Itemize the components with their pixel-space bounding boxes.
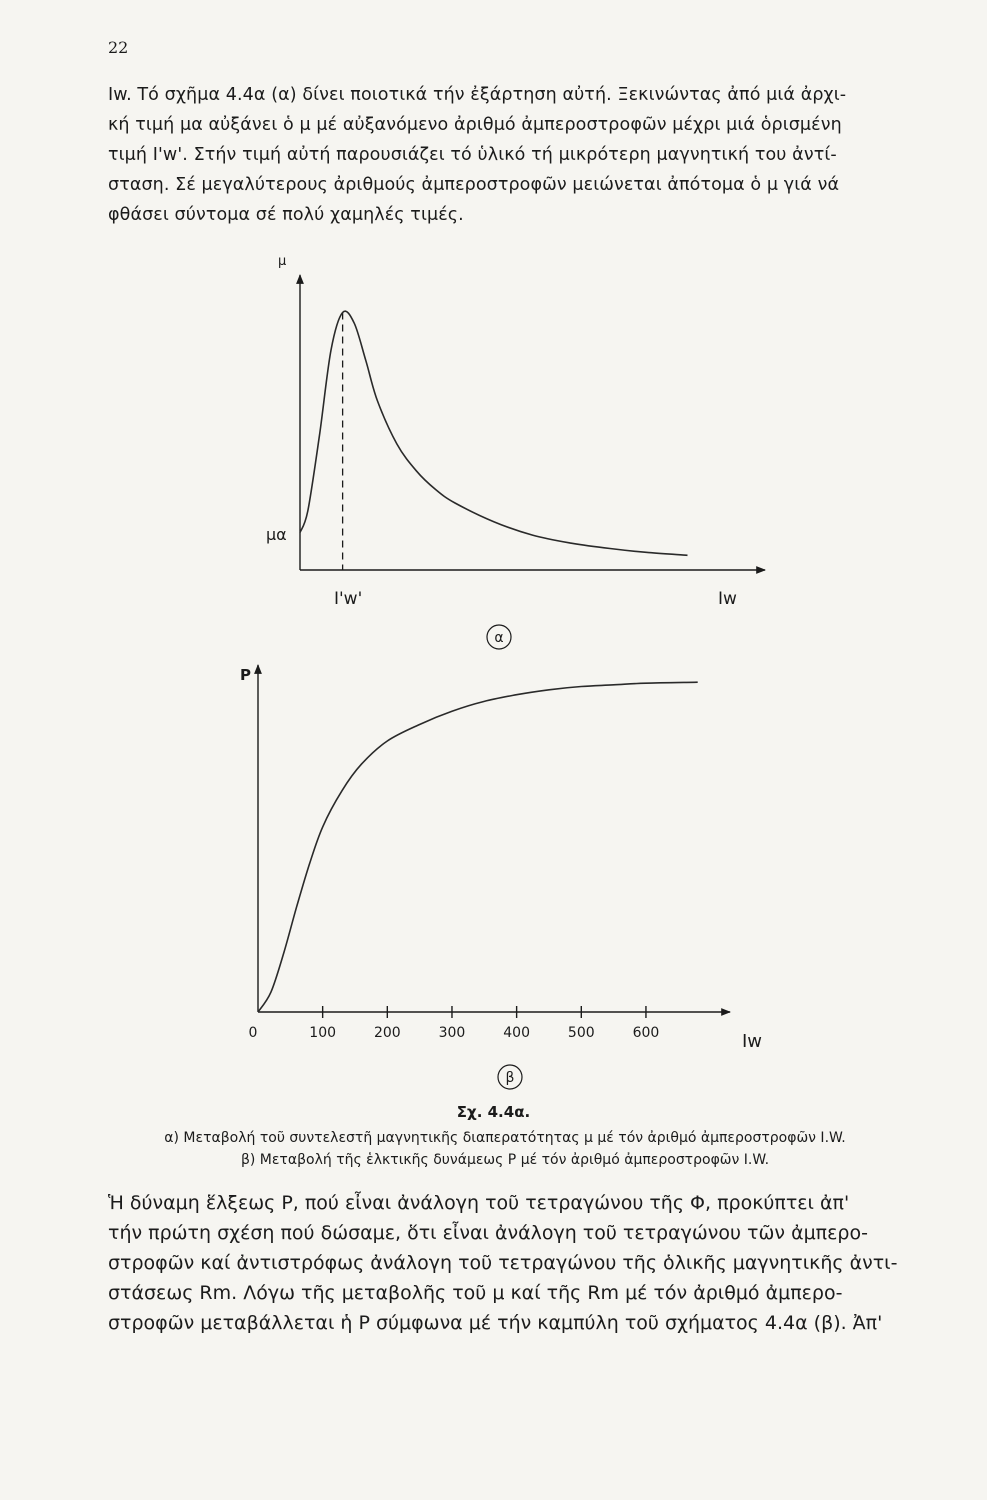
chart-beta: [240, 665, 762, 1089]
outro-line: στάσεως Rm. Λόγω τῆς μεταβολῆς τοῦ μ καί τῆς Rm μέ τόν ἀριθμό ἀμπερο-: [108, 1282, 843, 1304]
alpha-y-axis-label: μ: [278, 254, 287, 269]
outro-line: στροφῶν καί ἀντιστρόφως ἀνάλογη τοῦ τετραγώνου τῆς ὁλικῆς μαγνητικῆς ἀντι-: [108, 1252, 898, 1274]
beta-y-axis-label: P: [240, 666, 251, 684]
page-number: 22: [108, 38, 129, 57]
intro-line: τιμή I'w'. Στήν τιμή αὐτή παρουσιάζει τό ὑλικό τή μικρότερη μαγνητική του ἀντί-: [108, 145, 837, 165]
alpha-x-axis-label: Iw: [718, 589, 737, 609]
outro-paragraph: [108, 1188, 928, 1338]
figure-caption-line-alpha: α) Μεταβολή τοῦ συντελεστῆ μαγνητικῆς διαπερατότητας μ μέ τόν ἀριθμό ἀμπεροστροφῶν I.W.: [164, 1130, 846, 1146]
intro-line: κή τιμή μα αὐξάνει ὁ μ μέ αὐξανόμενο ἀριθμό ἀμπεροστροφῶν μέχρι μιά ὁρισμένη: [108, 115, 842, 135]
outro-line: τήν πρώτη σχέση πού δώσαμε, ὅτι εἶναι ἀνάλογη τοῦ τετραγώνου τῶν ἀμπερο-: [108, 1222, 868, 1244]
alpha-panel-label: α: [494, 630, 504, 646]
intro-line: φθάσει σύντομα σέ πολύ χαμηλές τιμές.: [108, 205, 464, 225]
outro-line: Ἡ δύναμη ἕλξεως P, πού εἶναι ἀνάλογη τοῦ τετραγώνου τῆς Φ, προκύπτει ἀπ': [108, 1192, 850, 1214]
beta-x-tick-label: 600: [632, 1025, 660, 1041]
beta-x-tick-label: 400: [503, 1025, 530, 1041]
beta-x-axis-label: Iw: [742, 1031, 763, 1052]
beta-x-tick-label: 500: [567, 1025, 595, 1041]
outro-line: στροφῶν μεταβάλλεται ἡ P σύμφωνα μέ τήν καμπύλη τοῦ σχήματος 4.4α (β). Ἀπ': [108, 1312, 883, 1334]
figure-caption-line-beta: β) Μεταβολή τῆς ἑλκτικῆς δυνάμεως P μέ τόν ἀριθμό ἀμπεροστροφῶν I.W.: [240, 1152, 770, 1168]
beta-x-ticks: [249, 1006, 660, 1041]
beta-x-tick-label: 0: [248, 1025, 258, 1041]
beta-x-tick-label: 100: [309, 1025, 337, 1041]
alpha-peak-x-label: I'w': [334, 589, 363, 609]
alpha-series-line: [300, 311, 688, 555]
beta-x-tick-label: 200: [373, 1025, 401, 1041]
intro-line: σταση. Σέ μεγαλύτερους ἀριθμούς ἀμπεροστροφῶν μειώνεται ἀπότομα ὁ μ γιά νά: [108, 175, 840, 195]
beta-panel-label: β: [505, 1070, 515, 1086]
beta-x-tick-label: 300: [438, 1025, 466, 1041]
chart-alpha: [266, 254, 765, 649]
figure-caption-title: Σχ. 4.4α.: [456, 1103, 531, 1121]
alpha-mu-a-label: μα: [266, 525, 287, 544]
beta-series-line: [258, 682, 698, 1012]
intro-line: Iw. Τό σχῆμα 4.4α (α) δίνει ποιοτικά τήν ἐξάρτηση αὐτή. Ξεκινώντας ἀπό μιά ἀρχι-: [108, 85, 847, 105]
